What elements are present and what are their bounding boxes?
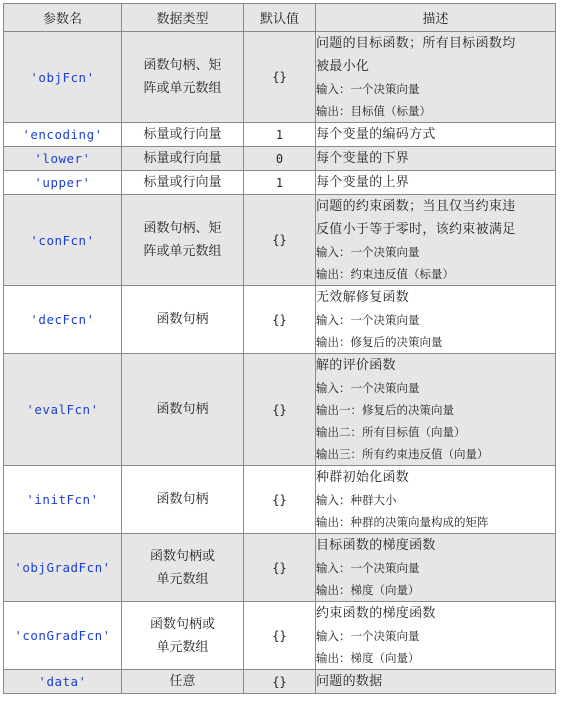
- default-value-cell: 1: [244, 123, 316, 147]
- header-data-type: 数据类型: [122, 4, 244, 32]
- data-type-cell: [122, 354, 244, 466]
- data-type-cell: [122, 286, 244, 354]
- param-name-cell: 'decFcn': [4, 286, 122, 354]
- description-cell: [316, 195, 556, 286]
- description-title: 每个变量的上界: [316, 175, 410, 190]
- description-title: 每个变量的编码方式: [316, 127, 436, 142]
- data-type-line: 函数句柄: [156, 402, 209, 417]
- param-name-cell: 'encoding': [4, 123, 122, 147]
- data-type-line: 单元数组: [156, 571, 209, 587]
- data-type-cell: [122, 171, 244, 195]
- description-io-line: 输入：一个决策向量: [316, 82, 420, 96]
- default-value-cell: 0: [244, 147, 316, 171]
- table-row: [4, 466, 556, 534]
- description-title: 无效解修复函数: [316, 290, 410, 305]
- description-cell: [316, 171, 556, 195]
- param-name-cell: 'lower': [4, 147, 122, 171]
- header-description: 描述: [316, 4, 556, 32]
- param-name-cell: 'data': [4, 670, 122, 694]
- description-cell: [316, 286, 556, 354]
- data-type-line: 函数句柄、矩: [143, 221, 222, 236]
- description-title: 反值小于等于零时，该约束被满足: [316, 222, 516, 237]
- table-row: [4, 286, 556, 354]
- table-row: [4, 32, 556, 123]
- description-title: 约束函数的梯度函数: [316, 606, 436, 621]
- param-name-cell: 'objFcn': [4, 32, 122, 123]
- description-cell: [316, 466, 556, 534]
- data-type-cell: [122, 123, 244, 147]
- default-value-cell: {}: [244, 195, 316, 286]
- description-io-line: 输入：一个决策向量: [316, 245, 420, 259]
- table-row: [4, 147, 556, 171]
- description-io-line: 输出三：所有约束违反值（向量）: [316, 447, 489, 461]
- description-io-line: 输入：一个决策向量: [316, 629, 420, 643]
- default-value-cell: {}: [244, 670, 316, 694]
- data-type-line: 任意: [169, 674, 196, 689]
- data-type-line: 函数句柄: [156, 312, 209, 327]
- default-value-cell: {}: [244, 354, 316, 466]
- description-title: 解的评价函数: [316, 358, 396, 373]
- table-row: [4, 195, 556, 286]
- description-title: 每个变量的下界: [316, 151, 410, 166]
- data-type-line: 标量或行向量: [143, 151, 222, 166]
- description-cell: [316, 670, 556, 694]
- data-type-cell: [122, 147, 244, 171]
- description-cell: [316, 147, 556, 171]
- header-param-name: 参数名: [4, 4, 122, 32]
- table-row: [4, 602, 556, 670]
- data-type-line: 标量或行向量: [143, 127, 222, 142]
- default-value-cell: {}: [244, 286, 316, 354]
- data-type-line: 单元数组: [156, 639, 209, 655]
- data-type-cell: [122, 466, 244, 534]
- table-row: [4, 670, 556, 694]
- description-cell: [316, 32, 556, 123]
- data-type-cell: [122, 195, 244, 286]
- description-title: 种群初始化函数: [316, 470, 410, 485]
- description-io-line: 输出：种群的决策向量构成的矩阵: [316, 515, 489, 529]
- param-name-cell: 'conFcn': [4, 195, 122, 286]
- description-io-line: 输出：目标值（标量）: [316, 104, 431, 118]
- table-header-row: [4, 4, 556, 32]
- description-title: 问题的数据: [316, 674, 383, 689]
- data-type-line: 函数句柄、矩: [143, 58, 222, 73]
- param-name-cell: 'objGradFcn': [4, 534, 122, 602]
- default-value-cell: 1: [244, 171, 316, 195]
- param-name-cell: 'initFcn': [4, 466, 122, 534]
- data-type-cell: [122, 32, 244, 123]
- default-value-cell: {}: [244, 32, 316, 123]
- description-io-line: 输入：一个决策向量: [316, 561, 420, 575]
- description-io-line: 输出：梯度（向量）: [316, 651, 420, 665]
- param-name-cell: 'evalFcn': [4, 354, 122, 466]
- description-io-line: 输入：种群大小: [316, 493, 397, 507]
- description-cell: [316, 534, 556, 602]
- description-title: 问题的目标函数；所有目标函数均: [316, 36, 516, 51]
- table-body: [4, 32, 556, 694]
- description-title: 被最小化: [316, 59, 370, 74]
- description-io-line: 输入：一个决策向量: [316, 313, 420, 327]
- table-row: [4, 171, 556, 195]
- description-cell: [316, 123, 556, 147]
- data-type-line: 标量或行向量: [143, 175, 222, 190]
- description-cell: [316, 602, 556, 670]
- table-row: [4, 354, 556, 466]
- description-io-line: 输出：修复后的决策向量: [316, 335, 443, 349]
- default-value-cell: {}: [244, 534, 316, 602]
- data-type-line: 函数句柄或: [149, 616, 215, 632]
- description-io-line: 输出：梯度（向量）: [316, 583, 420, 597]
- data-type-line: 阵或单元数组: [143, 81, 222, 96]
- description-io-line: 输出一：修复后的决策向量: [316, 403, 454, 417]
- description-title: 目标函数的梯度函数: [316, 538, 436, 553]
- description-io-line: 输入：一个决策向量: [316, 381, 420, 395]
- table-row: [4, 534, 556, 602]
- description-io-line: 输出：约束违反值（标量）: [316, 267, 454, 281]
- description-io-line: 输出二：所有目标值（向量）: [316, 425, 466, 439]
- header-default-value: 默认值: [244, 4, 316, 32]
- data-type-line: 函数句柄或: [149, 548, 215, 564]
- data-type-line: 阵或单元数组: [143, 244, 222, 259]
- param-name-cell: 'upper': [4, 171, 122, 195]
- description-title: 问题的约束函数；当且仅当约束违: [316, 199, 516, 214]
- default-value-cell: {}: [244, 466, 316, 534]
- default-value-cell: {}: [244, 602, 316, 670]
- data-type-cell: [122, 534, 244, 602]
- description-cell: [316, 354, 556, 466]
- param-name-cell: 'conGradFcn': [4, 602, 122, 670]
- data-type-line: 函数句柄: [156, 492, 209, 507]
- parameter-table: [3, 3, 556, 694]
- table-row: [4, 123, 556, 147]
- data-type-cell: [122, 602, 244, 670]
- data-type-cell: [122, 670, 244, 694]
